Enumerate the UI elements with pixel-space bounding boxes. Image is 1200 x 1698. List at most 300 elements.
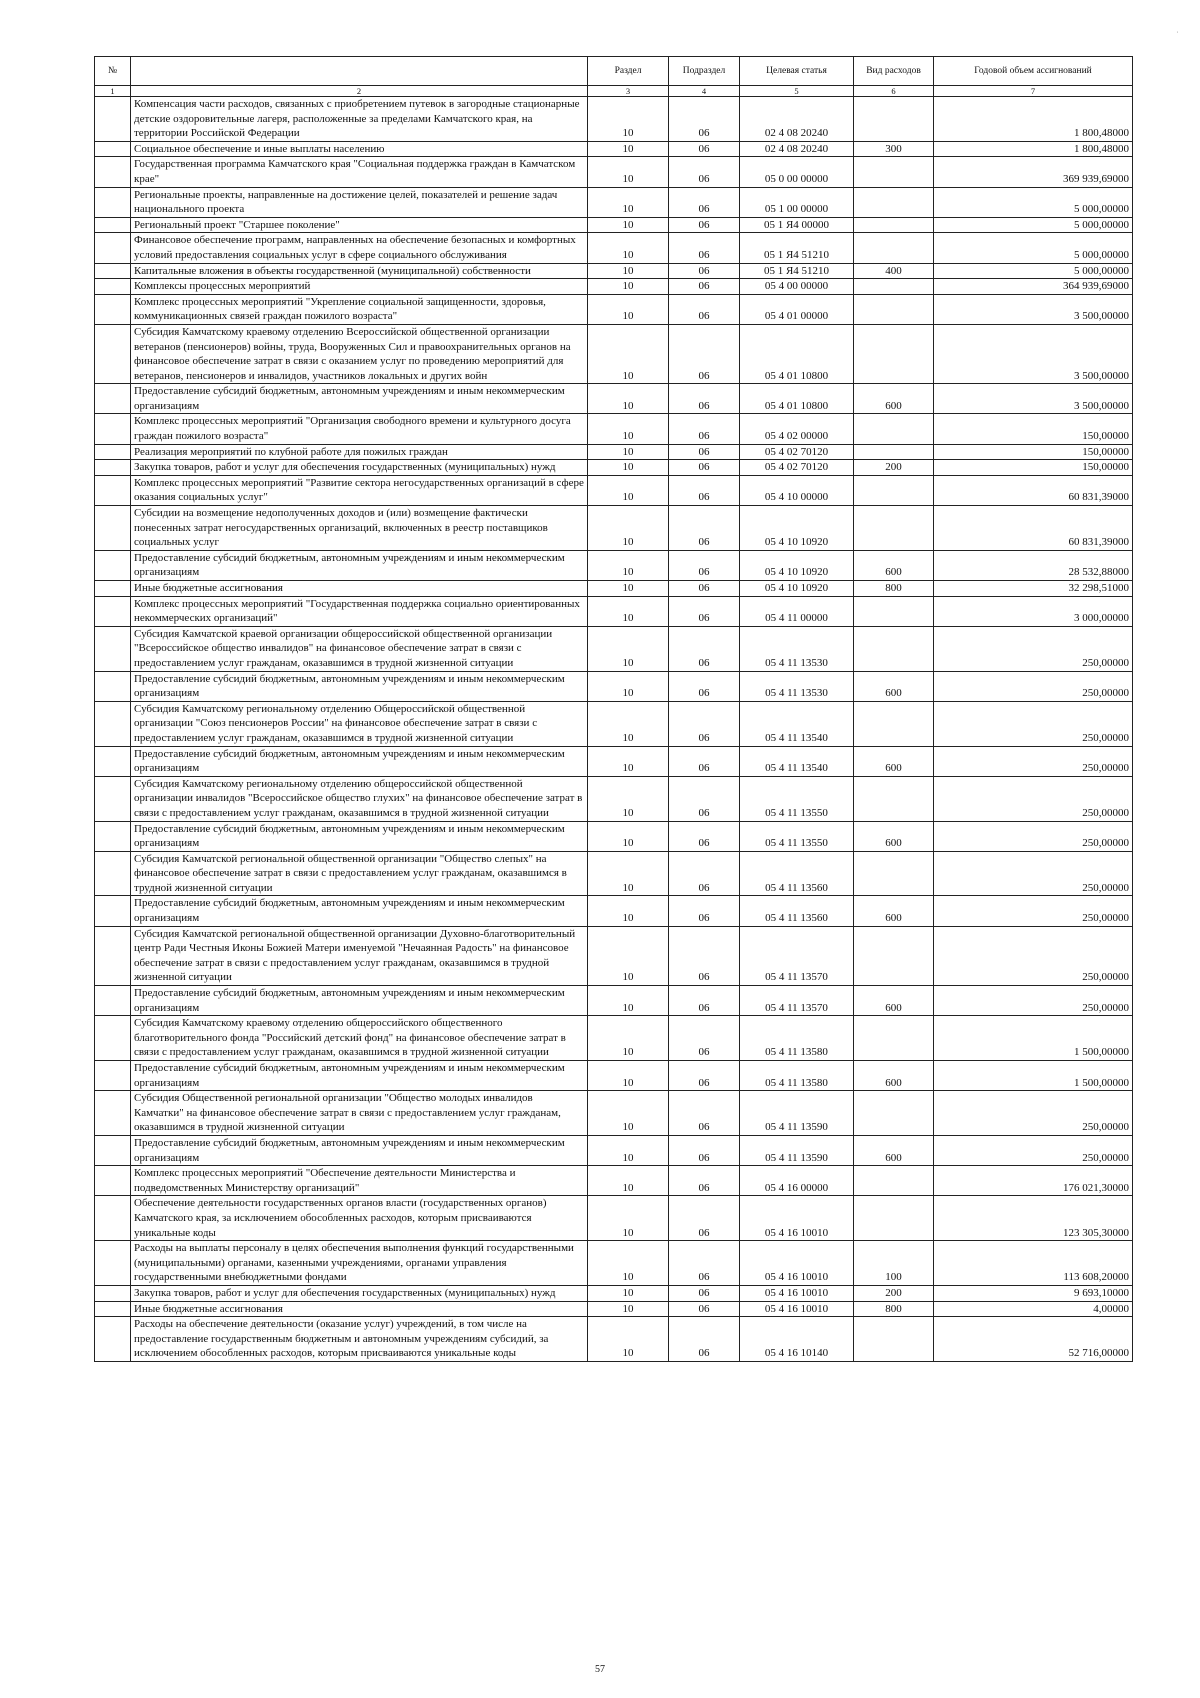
header-index-4: 4 xyxy=(669,86,740,97)
amount-cell: 250,00000 xyxy=(934,851,1133,896)
table-row xyxy=(95,460,1133,476)
subsection-cell: 06 xyxy=(669,1016,740,1061)
subsection-cell: 06 xyxy=(669,671,740,701)
target-cell: 05 4 11 13540 xyxy=(740,701,854,746)
table-row xyxy=(95,1285,1133,1301)
amount-cell: 1 500,00000 xyxy=(934,1016,1133,1061)
section-cell: 10 xyxy=(588,550,669,580)
expense-type-cell xyxy=(854,157,934,187)
subsection-cell: 06 xyxy=(669,414,740,444)
expense-type-cell xyxy=(854,776,934,821)
subsection-cell: 06 xyxy=(669,444,740,460)
target-cell: 05 4 16 00000 xyxy=(740,1166,854,1196)
subsection-cell: 06 xyxy=(669,1301,740,1317)
num xyxy=(95,1241,131,1286)
target-cell: 05 1 00 00000 xyxy=(740,187,854,217)
name: Предоставление субсидий бюджетным, автономным учреждениям и иным некоммерческим организациям xyxy=(131,986,588,1016)
subsection-cell: 06 xyxy=(669,596,740,626)
amount-cell: 369 939,69000 xyxy=(934,157,1133,187)
table-row xyxy=(95,157,1133,187)
target-cell: 05 4 02 70120 xyxy=(740,460,854,476)
section-cell: 10 xyxy=(588,324,669,383)
section-cell: 10 xyxy=(588,444,669,460)
num xyxy=(95,821,131,851)
expense-type-cell: 600 xyxy=(854,1061,934,1091)
amount-cell: 5 000,00000 xyxy=(934,217,1133,233)
header-index-2: 2 xyxy=(131,86,588,97)
num xyxy=(95,986,131,1016)
target-cell: 05 4 11 13580 xyxy=(740,1016,854,1061)
subsection-cell: 06 xyxy=(669,626,740,671)
num xyxy=(95,596,131,626)
header-name xyxy=(131,57,588,86)
target-cell: 05 4 11 13540 xyxy=(740,746,854,776)
amount-cell: 3 000,00000 xyxy=(934,596,1133,626)
subsection-cell: 06 xyxy=(669,1196,740,1241)
amount-cell: 250,00000 xyxy=(934,986,1133,1016)
name: Субсидия Камчатскому региональному отделению общероссийской общественной организации инвалидов "Всероссийское общество глухих" на финансовое обеспечение затрат в связи с предоставлением услуг гражданам, оказавшимся в трудной жизненной ситуации xyxy=(131,776,588,821)
num xyxy=(95,444,131,460)
amount-cell: 3 500,00000 xyxy=(934,384,1133,414)
expense-type-cell xyxy=(854,97,934,142)
section-cell: 10 xyxy=(588,475,669,505)
target-cell: 05 4 10 10920 xyxy=(740,506,854,551)
amount-cell: 1 800,48000 xyxy=(934,141,1133,157)
table-row xyxy=(95,384,1133,414)
section-cell: 10 xyxy=(588,141,669,157)
table-row xyxy=(95,1166,1133,1196)
target-cell: 05 4 10 10920 xyxy=(740,581,854,597)
table-row xyxy=(95,279,1133,295)
expense-type-cell: 800 xyxy=(854,581,934,597)
target-cell: 05 1 Я4 51210 xyxy=(740,233,854,263)
expense-type-cell xyxy=(854,324,934,383)
num xyxy=(95,1091,131,1136)
subsection-cell: 06 xyxy=(669,581,740,597)
num xyxy=(95,157,131,187)
num xyxy=(95,233,131,263)
section-cell: 10 xyxy=(588,776,669,821)
table-row xyxy=(95,626,1133,671)
num xyxy=(95,1166,131,1196)
target-cell: 05 4 01 10800 xyxy=(740,384,854,414)
num xyxy=(95,1301,131,1317)
section-cell: 10 xyxy=(588,217,669,233)
target-cell: 05 4 16 10010 xyxy=(740,1285,854,1301)
name: Иные бюджетные ассигнования xyxy=(131,1301,588,1317)
name: Субсидия Камчатскому краевому отделению общероссийского общественного благотворительного фонда "Российский детский фонд" на финансовое обеспечение затрат в связи с предоставлением услуг гражданам, оказавшимся в трудной жизненной ситуации xyxy=(131,1016,588,1061)
section-cell: 10 xyxy=(588,187,669,217)
table-row xyxy=(95,97,1133,142)
scan-corner-mark: ˙ xyxy=(1176,30,1179,39)
amount-cell: 250,00000 xyxy=(934,746,1133,776)
target-cell: 05 4 02 70120 xyxy=(740,444,854,460)
table-row xyxy=(95,776,1133,821)
amount-cell: 5 000,00000 xyxy=(934,233,1133,263)
name: Предоставление субсидий бюджетным, автономным учреждениям и иным некоммерческим организациям xyxy=(131,384,588,414)
expense-type-cell xyxy=(854,626,934,671)
name: Закупка товаров, работ и услуг для обеспечения государственных (муниципальных) нужд xyxy=(131,460,588,476)
name: Капитальные вложения в объекты государственной (муниципальной) собственности xyxy=(131,263,588,279)
name: Комплекс процессных мероприятий "Обеспечение деятельности Министерства и подведомственных Министерству организаций" xyxy=(131,1166,588,1196)
table-row xyxy=(95,414,1133,444)
num xyxy=(95,746,131,776)
expense-type-cell: 200 xyxy=(854,1285,934,1301)
expense-type-cell xyxy=(854,444,934,460)
section-cell: 10 xyxy=(588,460,669,476)
table-row xyxy=(95,1061,1133,1091)
subsection-cell: 06 xyxy=(669,141,740,157)
target-cell: 05 4 11 13530 xyxy=(740,626,854,671)
name: Субсидия Камчатской региональной общественной организации Духовно-благотворительный центр Ради Честныя Иконы Божией Матери именуемой "Нечаянная Радость" на финансовое обеспечение затрат в связи с предоставлением услуг гражданам, оказавшимся в трудной жизненной ситуации xyxy=(131,926,588,985)
section-cell: 10 xyxy=(588,414,669,444)
table-header xyxy=(95,57,1133,97)
section-cell: 10 xyxy=(588,233,669,263)
num xyxy=(95,475,131,505)
header-subsection: Подраздел xyxy=(669,57,740,86)
section-cell: 10 xyxy=(588,596,669,626)
name: Субсидии на возмещение недополученных доходов и (или) возмещение фактически понесенных затрат негосударственных организаций, включенных в реестр поставщиков социальных услуг xyxy=(131,506,588,551)
num xyxy=(95,1135,131,1165)
subsection-cell: 06 xyxy=(669,746,740,776)
budget-sheet xyxy=(94,56,1132,1362)
target-cell: 05 4 16 10010 xyxy=(740,1196,854,1241)
name: Закупка товаров, работ и услуг для обеспечения государственных (муниципальных) нужд xyxy=(131,1285,588,1301)
table-row xyxy=(95,986,1133,1016)
name: Предоставление субсидий бюджетным, автономным учреждениям и иным некоммерческим организациям xyxy=(131,671,588,701)
expense-type-cell xyxy=(854,1016,934,1061)
section-cell: 10 xyxy=(588,986,669,1016)
target-cell: 05 4 01 00000 xyxy=(740,294,854,324)
name: Предоставление субсидий бюджетным, автономным учреждениям и иным некоммерческим организациям xyxy=(131,550,588,580)
expense-type-cell: 600 xyxy=(854,986,934,1016)
section-cell: 10 xyxy=(588,506,669,551)
section-cell: 10 xyxy=(588,626,669,671)
table-row xyxy=(95,896,1133,926)
target-cell: 05 4 16 10140 xyxy=(740,1317,854,1362)
name: Региональный проект "Старшее поколение" xyxy=(131,217,588,233)
expense-type-cell xyxy=(854,414,934,444)
num xyxy=(95,187,131,217)
subsection-cell: 06 xyxy=(669,294,740,324)
target-cell: 05 4 11 13570 xyxy=(740,926,854,985)
subsection-cell: 06 xyxy=(669,1317,740,1362)
table-row xyxy=(95,324,1133,383)
name: Расходы на выплаты персоналу в целях обеспечения выполнения функций государственными (муниципальными) органами, казенными учреждениями, органами управления государственными внебюджетными фондами xyxy=(131,1241,588,1286)
name: Предоставление субсидий бюджетным, автономным учреждениям и иным некоммерческим организациям xyxy=(131,1135,588,1165)
name: Финансовое обеспечение программ, направленных на обеспечение безопасных и комфортных условий предоставления социальных услуг в сфере социального обслуживания xyxy=(131,233,588,263)
amount-cell: 32 298,51000 xyxy=(934,581,1133,597)
expense-type-cell xyxy=(854,217,934,233)
expense-type-cell xyxy=(854,701,934,746)
section-cell: 10 xyxy=(588,157,669,187)
expense-type-cell xyxy=(854,187,934,217)
amount-cell: 250,00000 xyxy=(934,1091,1133,1136)
target-cell: 05 1 Я4 00000 xyxy=(740,217,854,233)
num xyxy=(95,926,131,985)
table-row xyxy=(95,233,1133,263)
expense-type-cell xyxy=(854,926,934,985)
num xyxy=(95,1061,131,1091)
section-cell: 10 xyxy=(588,821,669,851)
num xyxy=(95,896,131,926)
name: Предоставление субсидий бюджетным, автономным учреждениям и иным некоммерческим организациям xyxy=(131,821,588,851)
num xyxy=(95,1016,131,1061)
amount-cell: 5 000,00000 xyxy=(934,263,1133,279)
amount-cell: 250,00000 xyxy=(934,926,1133,985)
target-cell: 05 4 11 13550 xyxy=(740,821,854,851)
num xyxy=(95,263,131,279)
amount-cell: 364 939,69000 xyxy=(934,279,1133,295)
table-row xyxy=(95,263,1133,279)
header-target: Целевая статья xyxy=(740,57,854,86)
target-cell: 05 4 02 00000 xyxy=(740,414,854,444)
expense-type-cell: 600 xyxy=(854,1135,934,1165)
section-cell: 10 xyxy=(588,1091,669,1136)
expense-type-cell: 600 xyxy=(854,896,934,926)
section-cell: 10 xyxy=(588,746,669,776)
amount-cell: 250,00000 xyxy=(934,896,1133,926)
target-cell: 05 4 11 13590 xyxy=(740,1135,854,1165)
section-cell: 10 xyxy=(588,97,669,142)
table-row xyxy=(95,217,1133,233)
name: Государственная программа Камчатского края "Социальная поддержка граждан в Камчатском крае" xyxy=(131,157,588,187)
num xyxy=(95,776,131,821)
amount-cell: 113 608,20000 xyxy=(934,1241,1133,1286)
num xyxy=(95,324,131,383)
num xyxy=(95,1285,131,1301)
amount-cell: 176 021,30000 xyxy=(934,1166,1133,1196)
table-row xyxy=(95,926,1133,985)
name: Социальное обеспечение и иные выплаты населению xyxy=(131,141,588,157)
section-cell: 10 xyxy=(588,1061,669,1091)
amount-cell: 3 500,00000 xyxy=(934,324,1133,383)
expense-type-cell xyxy=(854,279,934,295)
amount-cell: 5 000,00000 xyxy=(934,187,1133,217)
num xyxy=(95,1317,131,1362)
table-row xyxy=(95,821,1133,851)
num xyxy=(95,1196,131,1241)
subsection-cell: 06 xyxy=(669,1061,740,1091)
target-cell: 05 4 10 10920 xyxy=(740,550,854,580)
section-cell: 10 xyxy=(588,581,669,597)
table-row xyxy=(95,596,1133,626)
num xyxy=(95,294,131,324)
num xyxy=(95,671,131,701)
name: Комплекс процессных мероприятий "Организация свободного времени и культурного досуга граждан пожилого возраста" xyxy=(131,414,588,444)
target-cell: 05 4 11 13530 xyxy=(740,671,854,701)
header-expense-type: Вид расходов xyxy=(854,57,934,86)
subsection-cell: 06 xyxy=(669,187,740,217)
num xyxy=(95,581,131,597)
target-cell: 05 4 01 10800 xyxy=(740,324,854,383)
subsection-cell: 06 xyxy=(669,1135,740,1165)
table-row xyxy=(95,475,1133,505)
subsection-cell: 06 xyxy=(669,97,740,142)
table-row xyxy=(95,671,1133,701)
expense-type-cell: 600 xyxy=(854,746,934,776)
name: Субсидия Камчатскому региональному отделению Общероссийской общественной организации "Союз пенсионеров России" на финансовое обеспечение затрат в связи с предоставлением услуг гражданам, оказавшимся в трудной жизненной ситуации xyxy=(131,701,588,746)
subsection-cell: 06 xyxy=(669,384,740,414)
subsection-cell: 06 xyxy=(669,701,740,746)
section-cell: 10 xyxy=(588,926,669,985)
name: Расходы на обеспечение деятельности (оказание услуг) учреждений, в том числе на предоставление государственным бюджетным и автономным учреждениям субсидий, за исключением обособленных расходов, которым присваиваются уникальные коды xyxy=(131,1317,588,1362)
header-num: № xyxy=(95,57,131,86)
table-row xyxy=(95,1135,1133,1165)
expense-type-cell xyxy=(854,1196,934,1241)
expense-type-cell: 200 xyxy=(854,460,934,476)
expense-type-cell xyxy=(854,1091,934,1136)
name: Предоставление субсидий бюджетным, автономным учреждениям и иным некоммерческим организациям xyxy=(131,896,588,926)
table-row xyxy=(95,506,1133,551)
amount-cell: 9 693,10000 xyxy=(934,1285,1133,1301)
name: Комплекс процессных мероприятий "Укрепление социальной защищенности, здоровья, коммуникационных связей граждан пожилого возраста" xyxy=(131,294,588,324)
num xyxy=(95,701,131,746)
num xyxy=(95,97,131,142)
name: Субсидия Камчатской краевой организации общероссийской общественной организации "Всероссийское общество инвалидов" на финансовое обеспечение затрат в связи с предоставлением услуг гражданам, оказавшимся в трудной жизненной ситуации xyxy=(131,626,588,671)
target-cell: 05 4 16 10010 xyxy=(740,1241,854,1286)
expense-type-cell: 600 xyxy=(854,821,934,851)
num xyxy=(95,550,131,580)
subsection-cell: 06 xyxy=(669,776,740,821)
section-cell: 10 xyxy=(588,294,669,324)
target-cell: 05 4 11 13550 xyxy=(740,776,854,821)
page-number: 57 xyxy=(595,1664,605,1675)
name: Обеспечение деятельности государственных органов власти (государственных органов) Камчатского края, за исключением обособленных расходов, которым присваиваются уникальные коды xyxy=(131,1196,588,1241)
table-row xyxy=(95,550,1133,580)
section-cell: 10 xyxy=(588,1241,669,1286)
table-row xyxy=(95,851,1133,896)
amount-cell: 60 831,39000 xyxy=(934,475,1133,505)
expense-type-cell xyxy=(854,294,934,324)
table-row xyxy=(95,444,1133,460)
expense-type-cell: 100 xyxy=(854,1241,934,1286)
target-cell: 05 4 11 00000 xyxy=(740,596,854,626)
amount-cell: 1 800,48000 xyxy=(934,97,1133,142)
target-cell: 05 1 Я4 51210 xyxy=(740,263,854,279)
subsection-cell: 06 xyxy=(669,233,740,263)
subsection-cell: 06 xyxy=(669,550,740,580)
num xyxy=(95,279,131,295)
name: Реализация мероприятий по клубной работе для пожилых граждан xyxy=(131,444,588,460)
amount-cell: 250,00000 xyxy=(934,671,1133,701)
name: Региональные проекты, направленные на достижение целей, показателей и решение задач национального проекта xyxy=(131,187,588,217)
amount-cell: 150,00000 xyxy=(934,444,1133,460)
target-cell: 05 4 16 10010 xyxy=(740,1301,854,1317)
name: Предоставление субсидий бюджетным, автономным учреждениям и иным некоммерческим организациям xyxy=(131,746,588,776)
amount-cell: 250,00000 xyxy=(934,1135,1133,1165)
subsection-cell: 06 xyxy=(669,821,740,851)
num xyxy=(95,626,131,671)
name: Компенсация части расходов, связанных с приобретением путевок в загородные стационарные детские оздоровительные лагеря, расположенные за пределами Камчатского края, на территории Российской Федерации xyxy=(131,97,588,142)
subsection-cell: 06 xyxy=(669,157,740,187)
expense-type-cell xyxy=(854,851,934,896)
header-index-1: 1 xyxy=(95,86,131,97)
section-cell: 10 xyxy=(588,671,669,701)
subsection-cell: 06 xyxy=(669,279,740,295)
section-cell: 10 xyxy=(588,896,669,926)
target-cell: 05 4 10 00000 xyxy=(740,475,854,505)
table-row xyxy=(95,1091,1133,1136)
name: Иные бюджетные ассигнования xyxy=(131,581,588,597)
amount-cell: 3 500,00000 xyxy=(934,294,1133,324)
section-cell: 10 xyxy=(588,1301,669,1317)
header-index-6: 6 xyxy=(854,86,934,97)
table-row xyxy=(95,294,1133,324)
section-cell: 10 xyxy=(588,1285,669,1301)
subsection-cell: 06 xyxy=(669,217,740,233)
table-row xyxy=(95,701,1133,746)
target-cell: 05 4 11 13580 xyxy=(740,1061,854,1091)
amount-cell: 250,00000 xyxy=(934,701,1133,746)
expense-type-cell: 800 xyxy=(854,1301,934,1317)
target-cell: 05 4 11 13570 xyxy=(740,986,854,1016)
subsection-cell: 06 xyxy=(669,1241,740,1286)
subsection-cell: 06 xyxy=(669,926,740,985)
amount-cell: 52 716,00000 xyxy=(934,1317,1133,1362)
subsection-cell: 06 xyxy=(669,475,740,505)
header-index-3: 3 xyxy=(588,86,669,97)
subsection-cell: 06 xyxy=(669,460,740,476)
amount-cell: 1 500,00000 xyxy=(934,1061,1133,1091)
table-row xyxy=(95,1196,1133,1241)
table-row xyxy=(95,1317,1133,1362)
subsection-cell: 06 xyxy=(669,1166,740,1196)
header-index-5: 5 xyxy=(740,86,854,97)
expense-type-cell xyxy=(854,506,934,551)
amount-cell: 4,00000 xyxy=(934,1301,1133,1317)
table-row xyxy=(95,1301,1133,1317)
amount-cell: 123 305,30000 xyxy=(934,1196,1133,1241)
expense-type-cell xyxy=(854,596,934,626)
subsection-cell: 06 xyxy=(669,263,740,279)
section-cell: 10 xyxy=(588,1016,669,1061)
table-body xyxy=(95,97,1133,1362)
expense-type-cell: 600 xyxy=(854,384,934,414)
num xyxy=(95,384,131,414)
name: Предоставление субсидий бюджетным, автономным учреждениям и иным некоммерческим организациям xyxy=(131,1061,588,1091)
target-cell: 05 0 00 00000 xyxy=(740,157,854,187)
num xyxy=(95,141,131,157)
header-section: Раздел xyxy=(588,57,669,86)
amount-cell: 250,00000 xyxy=(934,776,1133,821)
section-cell: 10 xyxy=(588,1196,669,1241)
amount-cell: 150,00000 xyxy=(934,414,1133,444)
expense-type-cell: 300 xyxy=(854,141,934,157)
target-cell: 02 4 08 20240 xyxy=(740,97,854,142)
table-row xyxy=(95,746,1133,776)
amount-cell: 60 831,39000 xyxy=(934,506,1133,551)
subsection-cell: 06 xyxy=(669,1285,740,1301)
target-cell: 05 4 00 00000 xyxy=(740,279,854,295)
target-cell: 05 4 11 13560 xyxy=(740,896,854,926)
table-row xyxy=(95,1241,1133,1286)
amount-cell: 150,00000 xyxy=(934,460,1133,476)
num xyxy=(95,217,131,233)
target-cell: 05 4 11 13560 xyxy=(740,851,854,896)
table-row xyxy=(95,141,1133,157)
section-cell: 10 xyxy=(588,1317,669,1362)
num xyxy=(95,414,131,444)
expense-type-cell xyxy=(854,475,934,505)
subsection-cell: 06 xyxy=(669,851,740,896)
section-cell: 10 xyxy=(588,384,669,414)
table-row xyxy=(95,187,1133,217)
subsection-cell: 06 xyxy=(669,324,740,383)
name: Субсидия Камчатскому краевому отделению Всероссийской общественной организации ветеранов (пенсионеров) войны, труда, Вооруженных Сил и правоохранительных органов на финансовое обеспечение затрат в связи с оказанием услуг по проведению мероприятий для ветеранов, пенсионеров и инвалидов, участников локальных и других войн xyxy=(131,324,588,383)
subsection-cell: 06 xyxy=(669,986,740,1016)
amount-cell: 250,00000 xyxy=(934,821,1133,851)
